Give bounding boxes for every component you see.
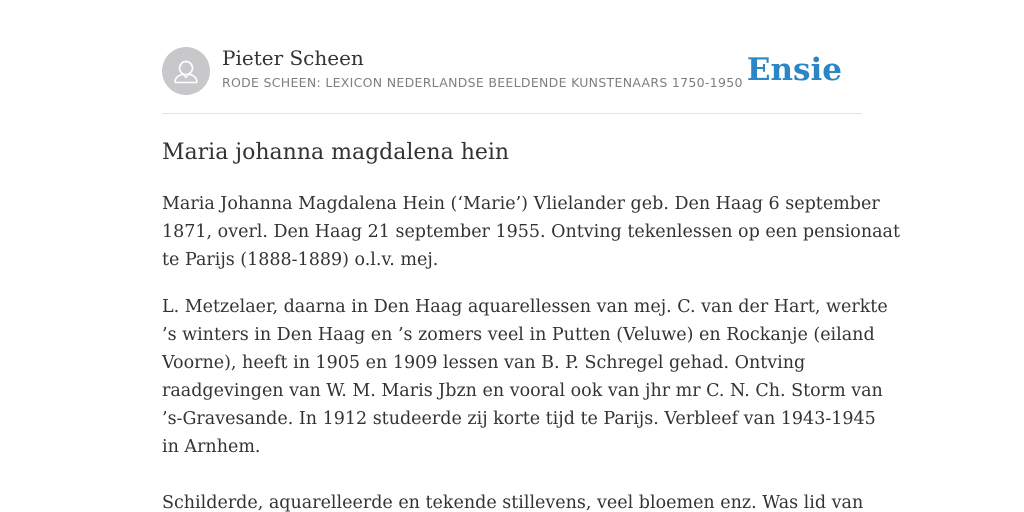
paragraph-line: raadgevingen van W. M. Maris Jbzn en vooral ook van jhr mr C. N. Ch. Storm van: [162, 381, 883, 401]
author-name[interactable]: Pieter Scheen: [222, 46, 364, 70]
paragraph-line: 1871, overl. Den Haag 21 september 1955. Ontving tekenlessen op een pensionaat: [162, 222, 900, 242]
paragraph-line: te Parijs (1888-1889) o.l.v. mej.: [162, 250, 439, 270]
article-header: [162, 46, 862, 96]
paragraph-line: Maria Johanna Magdalena Hein (‘Marie’) Vlielander geb. Den Haag 6 september: [162, 194, 880, 214]
article-paragraph-2: [162, 293, 888, 461]
article-paragraph-3: [162, 489, 862, 512]
article-paragraph-1: [162, 190, 900, 274]
article-title: Maria johanna magdalena hein: [162, 140, 510, 165]
user-icon: [162, 47, 210, 95]
paragraph-line: in Arnhem.: [162, 437, 261, 457]
ensie-logo[interactable]: Ensie: [746, 52, 842, 88]
paragraph-line: Voorne), heeft in 1905 en 1909 lessen van B. P. Schregel gehad. Ontving: [162, 353, 806, 373]
author-avatar[interactable]: [162, 47, 210, 95]
paragraph-line: Schilderde, aquarelleerde en tekende stillevens, veel bloemen enz. Was lid van: [162, 493, 864, 512]
source-label[interactable]: RODE SCHEEN: LEXICON NEDERLANDSE BEELDENDE KUNSTENAARS 1750-1950: [222, 75, 743, 90]
header-divider: [162, 113, 862, 114]
paragraph-line: L. Metzelaer, daarna in Den Haag aquarellessen van mej. C. van der Hart, werkte: [162, 297, 888, 317]
paragraph-line: ’s winters in Den Haag en ’s zomers veel in Putten (Veluwe) en Rockanje (eiland: [162, 325, 875, 345]
paragraph-line: ’s-Gravesande. In 1912 studeerde zij korte tijd te Parijs. Verbleef van 1943-1945: [162, 409, 876, 429]
